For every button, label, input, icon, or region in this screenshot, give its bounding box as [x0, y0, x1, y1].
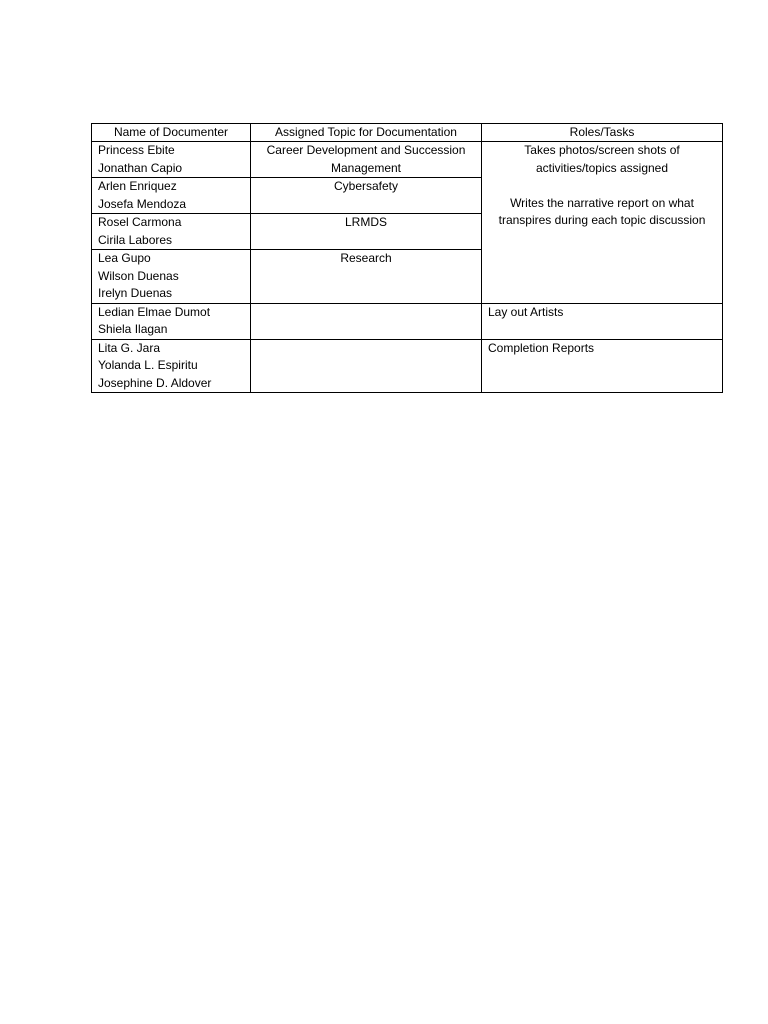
assigned-topic-cell	[251, 214, 482, 250]
documenter-names-cell	[92, 339, 251, 393]
documenter-names-cell	[92, 214, 251, 250]
documenter-name: Jonathan Capio	[98, 160, 183, 175]
assigned-topic-cell	[251, 250, 482, 304]
assigned-topic: Research	[340, 251, 392, 265]
documenter-name: Arlen Enriquez	[98, 179, 177, 193]
assigned-topic: LRMDS	[344, 215, 387, 229]
documenter-name: Josephine D. Aldover	[98, 375, 212, 390]
documenter-name: Rosel Carmona	[98, 215, 182, 229]
documenter-names-cell	[92, 250, 251, 304]
documenter-names-cell	[92, 178, 251, 214]
documenter-name: Lita G. Jara	[98, 340, 161, 355]
documenter-name: Wilson Duenas	[98, 268, 179, 283]
documenter-name: Shiela Ilagan	[98, 322, 168, 336]
documenter-name: Yolanda L. Espiritu	[98, 358, 198, 372]
documenter-names-cell	[92, 303, 251, 339]
documenter-names-cell	[92, 142, 251, 178]
documenter-name: Ledian Elmae Dumot	[98, 304, 211, 319]
header-assigned-topic: Assigned Topic for Documentation	[251, 124, 482, 142]
assigned-topic-cell	[251, 142, 482, 178]
assigned-topic-cell	[251, 303, 482, 339]
role-task-cell	[482, 339, 723, 393]
documenter-name: Cirila Labores	[98, 232, 173, 247]
role-task: Completion Reports	[488, 340, 595, 355]
documenter-name: Princess Ebite	[98, 143, 175, 157]
role-task-narrative: Writes the narrative report on what transpires during each topic discussion	[498, 195, 706, 227]
table-row	[92, 303, 723, 339]
table-header-row	[92, 124, 723, 142]
header-roles-tasks: Roles/Tasks	[482, 124, 723, 142]
header-name-of-documenter: Name of Documenter	[92, 124, 251, 142]
assigned-topic-cell	[251, 339, 482, 393]
documentation-assignments-table	[91, 123, 723, 393]
table-row	[92, 339, 723, 393]
spacer	[488, 177, 716, 195]
documenter-name: Irelyn Duenas	[98, 286, 173, 300]
documenter-name: Lea Gupo	[98, 251, 151, 265]
assigned-topic: Cybersafety	[333, 179, 399, 193]
roles-tasks-merged-cell	[482, 142, 723, 304]
assigned-topic: Career Development and Succession Management	[266, 143, 466, 175]
role-task-cell	[482, 303, 723, 339]
documenter-name: Josefa Mendoza	[98, 196, 187, 211]
role-task: Lay out Artists	[488, 304, 564, 319]
table-row	[92, 142, 723, 178]
assigned-topic-cell	[251, 178, 482, 214]
role-task-photos: Takes photos/screen shots of activities/topics assigned	[524, 143, 680, 175]
